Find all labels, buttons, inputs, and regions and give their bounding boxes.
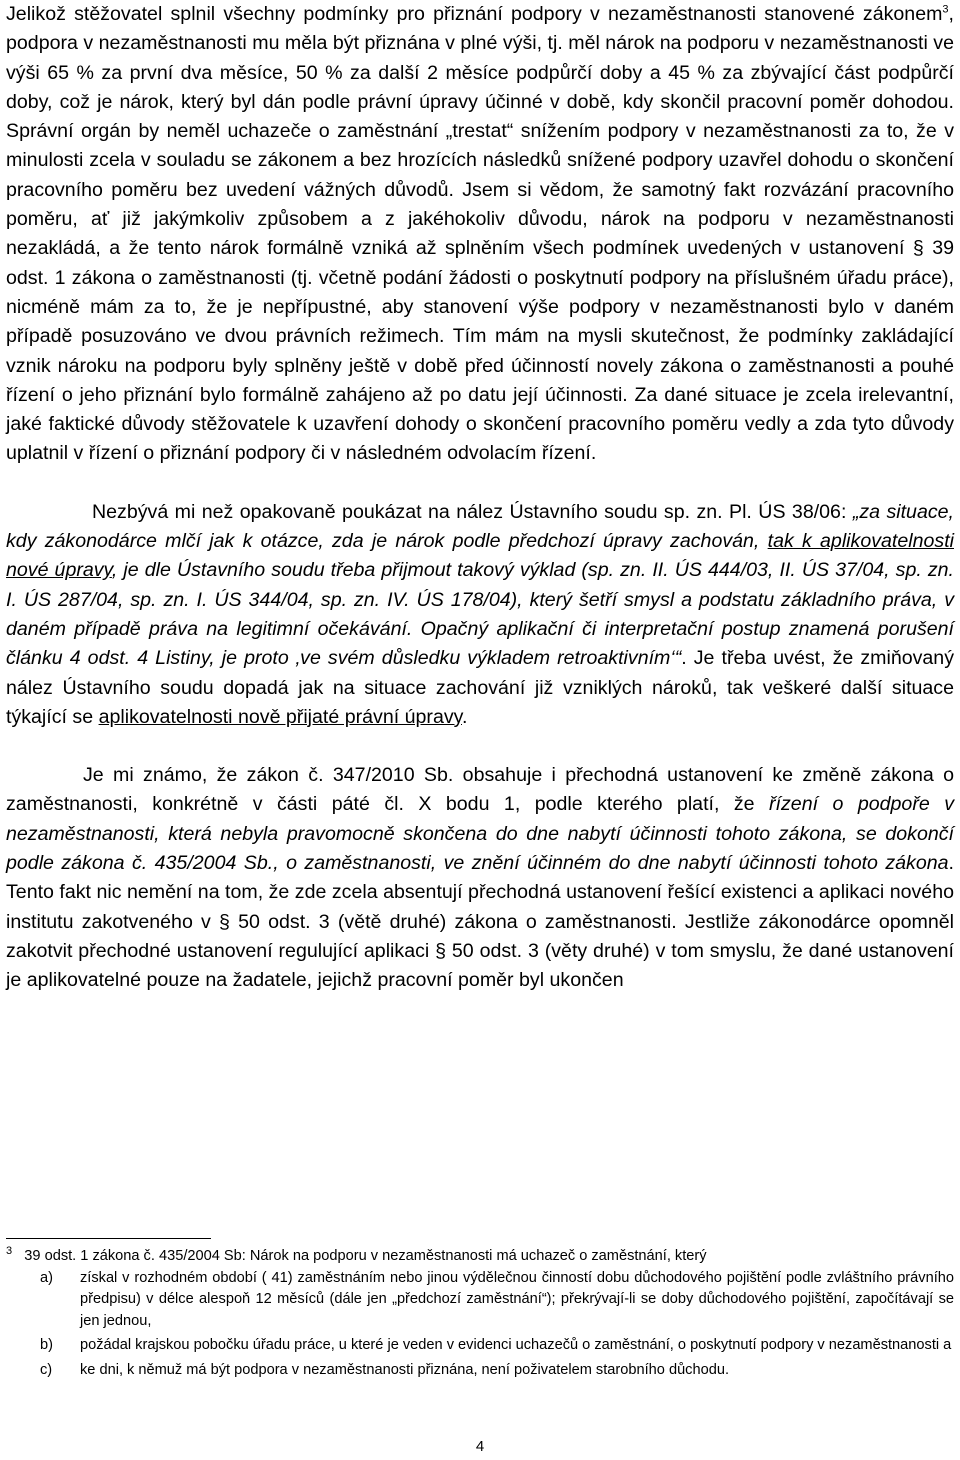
p2-underlined-phrase: aplikovatelnosti nově přijaté právní úpravy — [98, 705, 462, 728]
paragraph-3 — [6, 761, 954, 995]
footnote-item-letter: c) — [40, 1361, 53, 1378]
p3-text-b: . Tento fakt nic nemění na tom, že zde zcela absentují přechodná ustanovení řešící existenci a aplikaci nového institutu zakotveného v § 50 odst. 3 (větě druhé) zákona o zaměstnanosti. Jestliže zákonodárce opomněl zakotvit přechodné ustanovení regulující aplikaci § 50 odst. 3 (věty druhé) v tom smyslu, že dané ustanovení je aplikovatelné pouze na žadatele, jejichž pracovní poměr byl ukončen — [6, 852, 954, 992]
p1-text-b: , podpora v nezaměstnanosti mu měla být přiznána v plné výši, tj. měl nárok na podporu v nezaměstnanosti ve výši 65 % za první dva měsíce, 50 % za další 2 měsíce podpůrčí doby a 45 % za zbývající část podpůrčí doby, což je nárok, který byl dán podle právní úpravy účinné v době, kdy skončil pracovní poměr dohodou. Správní orgán by neměl uchazeče o zaměstnání „trestat“ snížením podpory v nezaměstnanosti za to, že v minulosti zcela v souladu se zákonem a bez hrozících následků snížené podpory uzavřel dohodu o skončení pracovního poměru bez uvedení vážných důvodů. Jsem si vědom, že samotný fakt rozvázání pracovního poměru, ať již jakýmkoliv způsobem a z jakéhokoliv důvodu, nárok na podporu v nezaměstnanosti nezakládá, a že tento nárok formálně vzniká až splněním všech podmínek uvedených v ustanovení § 39 odst. 1 zákona o zaměstnanosti (tj. včetně podání žádosti o poskytnutí podpory na příslušném úřadu práce), nicméně mám za to, že je nepřípustné, aby stanovení výše podpory v nezaměstnanosti bylo v daném případě posuzováno ve dvou právních režimech. Tím mám na mysli skutečnost, že podmínky zakládající vznik nároku na podporu byly splněny ještě v době před účinností novely zákona o zaměstnanosti a pouhé řízení o jeho přiznání bylo formálně zahájeno až po datu její účinnosti. Za dané situace je zcela irelevantní, jaké faktické důvody stěžovatele k uzavření dohody o skončení pracovního poměru vedly a zda tyto důvody uplatnil v řízení o přiznání podpory či v následném odvolacím řízení. — [6, 3, 954, 465]
footnote-item-text: požádal krajskou pobočku úřadu práce, u které je veden v evidenci uchazečů o zaměstnání, o poskytnutí podpory v nezaměstnanosti a — [80, 1337, 952, 1354]
p2-quote-b: , je dle Ústavního soudu třeba přijmout takový výklad (sp. zn. II. ÚS 444/03, II. ÚS 37/04, sp. zn. I. ÚS 287/04, sp. zn. I. ÚS 344/04, sp. zn. IV. ÚS 178/04), který šetří smysl a podstatu základního práva, v daném případě práva na legitimní očekávání. Opačný aplikační či interpretační postup znamená porušení článku 4 odst. 4 Listiny, je proto ‚ve svém důsledku výkladem retroaktivním‘“ — [6, 559, 954, 670]
footnote-item-text: získal v rozhodném období ( 41) zaměstnáním nebo jinou výdělečnou činností dobu důchodového pojištění podle zvláštního právního předpisu) v délce alespoň 12 měsíců (dále jen „předchozí zaměstnání“); překrývají-li se doby důchodového pojištění, započítávají se jen jednou, — [80, 1269, 954, 1329]
footnote-number: 3 — [6, 1245, 13, 1258]
footnote-reference[interactable]: 3 — [942, 3, 949, 16]
document-page — [6, 0, 954, 996]
p1-text-a: Jelikož stěžovatel splnil všechny podmínky pro přiznání podpory v nezaměstnanosti stanovené zákonem — [6, 3, 943, 25]
paragraph-2 — [6, 498, 954, 732]
footnote-item-text: ke dni, k němuž má být podpora v nezaměstnanosti přiznána, není poživatelem starobního důchodu. — [80, 1361, 730, 1378]
footnote-item-letter: a) — [40, 1269, 53, 1286]
p2-text-c: . — [461, 705, 468, 728]
footnote-intro-text: 39 odst. 1 zákona č. 435/2004 Sb: Nárok na podporu v nezaměstnanosti má uchazeč o zaměstnání, který — [24, 1248, 707, 1264]
p2-quote-a: „za situace, kdy zákonodárce mlčí jak k otázce, zda je nárok podle předchozí úpravy zachován, — [6, 500, 954, 553]
p2-quote-underlined: tak k aplikovatelnosti nové úpravy — [6, 530, 954, 582]
p2-text-a: Nezbývá mi než opakovaně poukázat na nález Ústavního soudu sp. zn. Pl. ÚS 38/06: — [92, 500, 853, 523]
footnote — [6, 1246, 954, 1382]
paragraph-1 — [6, 0, 954, 469]
page-number: 4 — [475, 1438, 485, 1455]
footnote-intro — [6, 1246, 954, 1268]
p3-quote: řízení o podpoře v nezaměstnanosti, která nebyla pravomocně skončena do dne nabytí účinnosti tohoto zákona, se dokončí podle zákona č. 435/2004 Sb., o zaměstnanosti, ve znění účinném do dne nabytí účinnosti tohoto zákona — [6, 793, 954, 875]
p3-text-a: Je mi známo, že zákon č. 347/2010 Sb. obsahuje i přechodná ustanovení ke změně zákona o zaměstnanosti, konkrétně v části páté čl. X bodu 1, podle kterého platí, že — [6, 764, 954, 816]
footnote-item — [6, 1335, 954, 1357]
footnote-item — [6, 1360, 954, 1382]
footnote-item — [6, 1268, 954, 1333]
footnote-item-letter: b) — [40, 1337, 53, 1354]
p2-text-b: . Je třeba uvést, že zmiňovaný nález Ústavního soudu dopadá jak na situace zachování již vzniklých nároků, tak veškeré další situace týkající se — [6, 647, 955, 728]
footnote-separator — [6, 1238, 211, 1239]
